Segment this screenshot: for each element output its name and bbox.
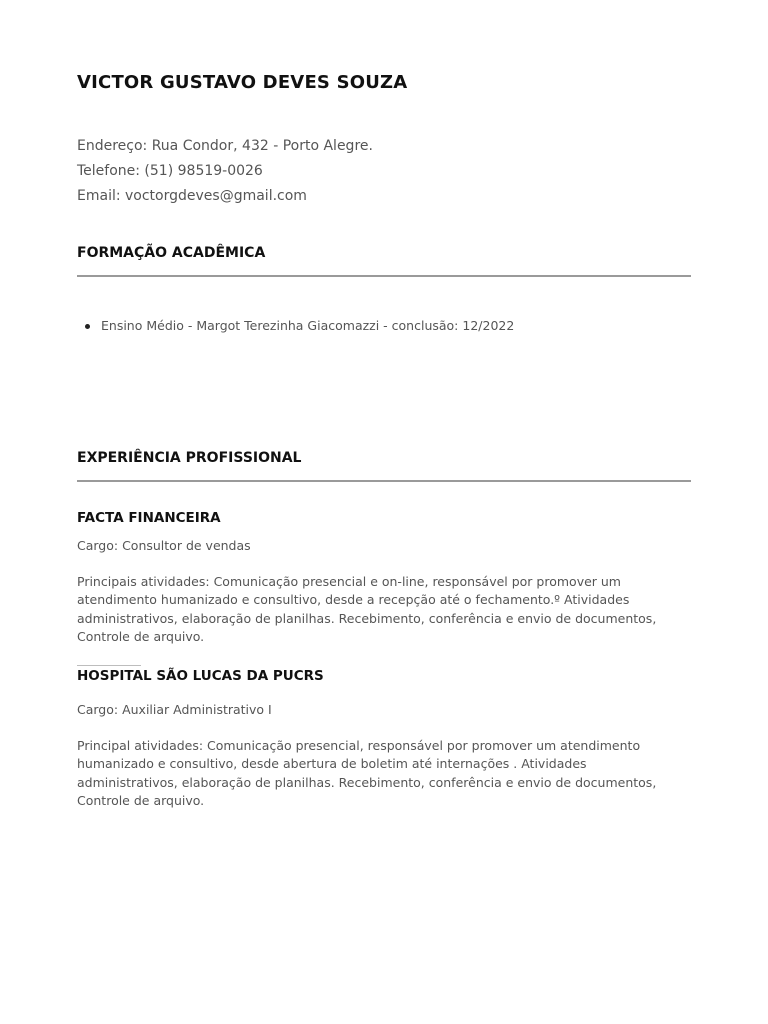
contact-address: Endereço: Rua Condor, 432 - Porto Alegre. <box>77 138 373 154</box>
education-list <box>77 318 514 333</box>
contact-phone: Telefone: (51) 98519-0026 <box>77 163 263 179</box>
job-activities: Principais atividades: Comunicação presencial e on-line, responsável por promover um atendimento humanizado e consultivo, desde a recepção até o fechamento.º Atividades administrativos, elaboração de planilhas. Recebimento, conferência e envio de documentos, Controle de arquivo. <box>77 574 657 644</box>
job-activities: Principal atividades: Comunicação presencial, responsável por promover um atendimento humanizado e consultivo, desde abertura de boletim até internações . Atividades administrativos, elaboração de planilhas. Recebimento, conferência e envio de documentos, Controle de arquivo. <box>77 738 657 808</box>
contact-info <box>77 134 373 209</box>
contact-email: Email: voctorgdeves@gmail.com <box>77 188 307 204</box>
education-section-title: FORMAÇÃO ACADÊMICA <box>77 245 266 261</box>
education-divider <box>77 275 691 277</box>
job-company: FACTA FINANCEIRA <box>77 510 221 526</box>
candidate-name: VICTOR GUSTAVO DEVES SOUZA <box>77 72 408 93</box>
bullet-icon <box>85 324 90 329</box>
experience-divider <box>77 480 691 482</box>
job-separator <box>77 665 141 666</box>
job-role: Cargo: Consultor de vendas <box>77 538 251 553</box>
experience-section-title: EXPERIÊNCIA PROFISSIONAL <box>77 450 302 466</box>
job-company: HOSPITAL SÃO LUCAS DA PUCRS <box>77 668 324 684</box>
education-item-text: Ensino Médio - Margot Terezinha Giacomazzi - conclusão: 12/2022 <box>101 318 515 333</box>
education-item <box>101 318 514 333</box>
job-role: Cargo: Auxiliar Administrativo I <box>77 702 272 717</box>
